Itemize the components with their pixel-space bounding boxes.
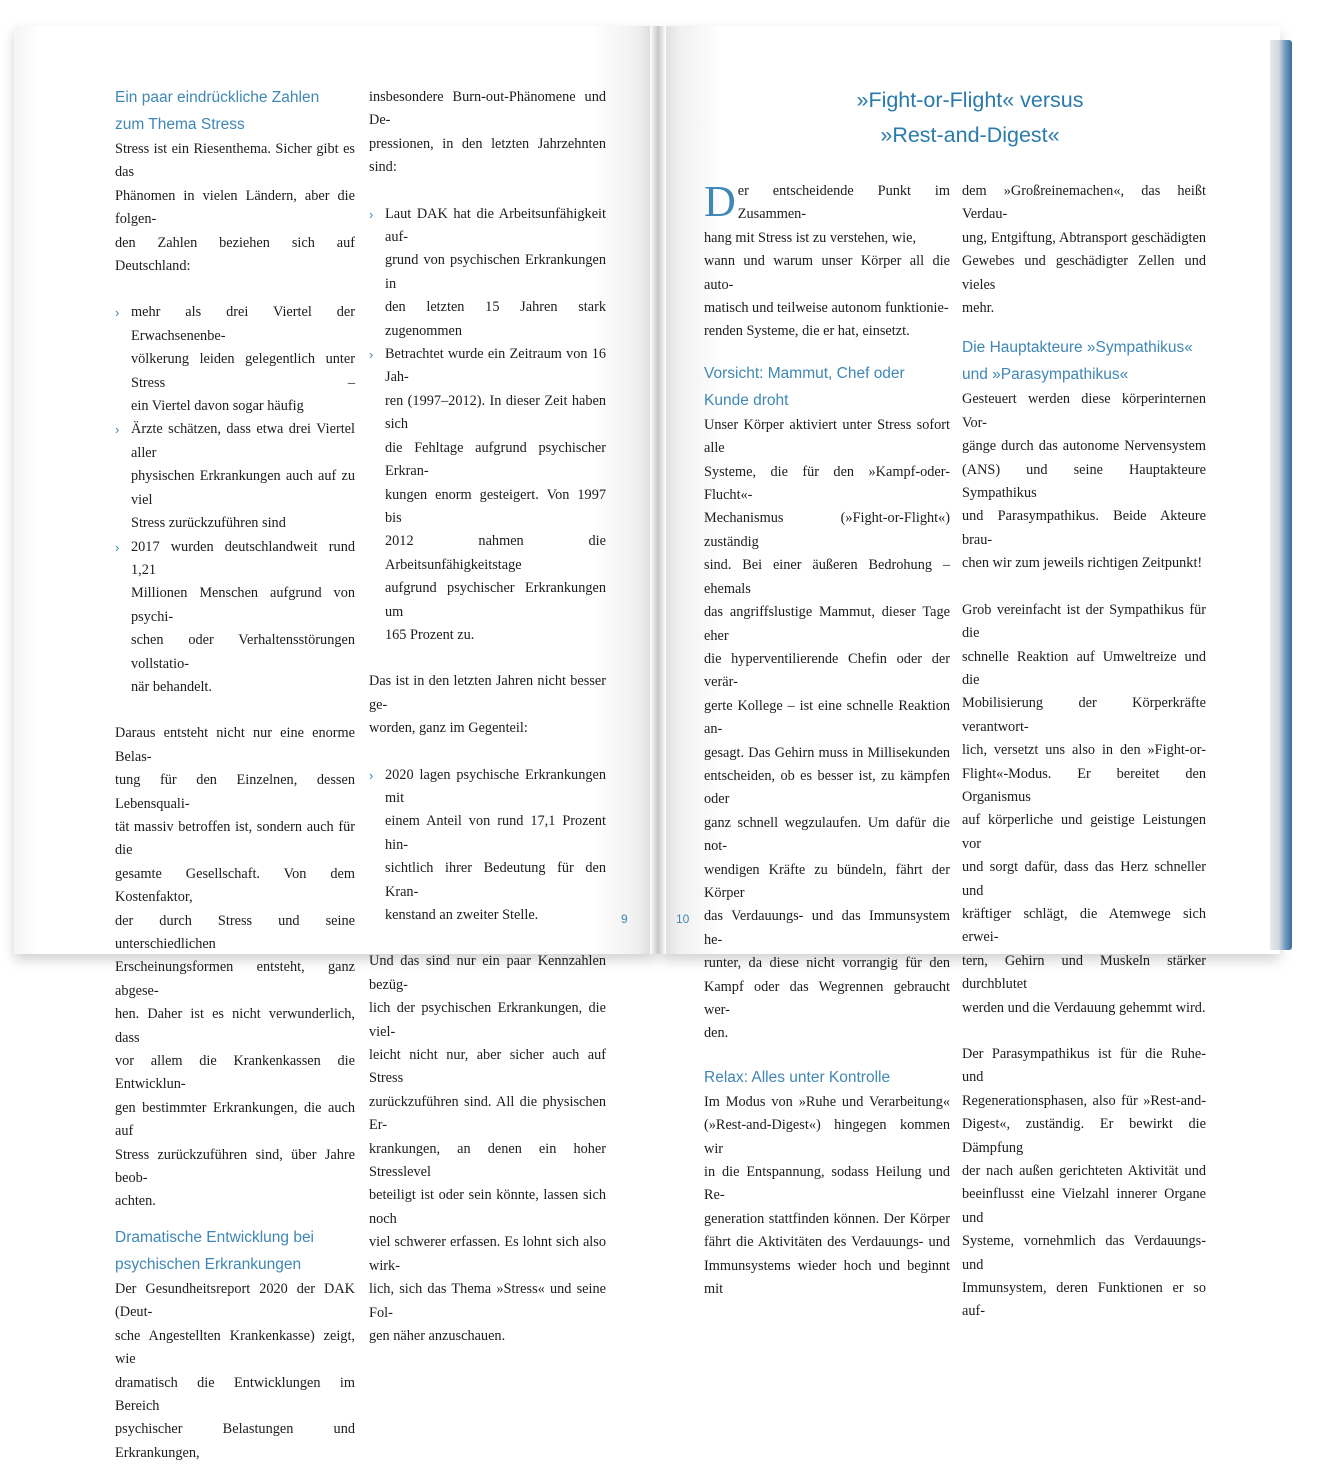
text-line: entscheiden, ob es besser ist, zu kämpfen oder xyxy=(704,767,950,808)
heading-zahlen xyxy=(115,84,355,138)
right-column-1 xyxy=(704,177,950,1301)
text-line: den letzten 15 Jahren stark zugenommen xyxy=(385,299,606,339)
text-line: gen bestimmter Erkrankungen, die auch auf xyxy=(115,1099,355,1140)
book-gutter xyxy=(650,26,666,954)
intro-paragraph-dropcap xyxy=(704,177,950,344)
text-line: kungen enorm gesteigert. Von 1997 bis xyxy=(385,486,606,526)
text-line: werden und die Verdauung gehemmt wird. xyxy=(962,999,1206,1016)
paragraph-sympathikus xyxy=(962,599,1206,1020)
text-line: gerte Kollege – ist eine schnelle Reaktion an- xyxy=(704,697,950,738)
text-line: worden, ganz im Gegenteil: xyxy=(369,720,528,737)
text-line: Gesteuert werden diese körperinternen Vor- xyxy=(962,391,1206,431)
text-line: Das ist in den letzten Jahren nicht besser ge- xyxy=(369,673,606,713)
text-line: psychischen Erkrankungen xyxy=(115,1255,302,1273)
list-item xyxy=(369,764,606,928)
text-line: hang mit Stress ist zu verstehen, wie, xyxy=(704,229,917,246)
2020-bullet-list xyxy=(369,764,606,928)
text-line: lich, versetzt uns also in den »Fight-or- xyxy=(962,742,1206,759)
text-line: achten. xyxy=(115,1193,156,1210)
text-line: »Fight-or-Flight« versus xyxy=(856,88,1084,112)
page-edge xyxy=(1270,40,1292,950)
dak-bullet-list xyxy=(369,203,606,648)
text-line: beteiligt ist oder sein könnte, lassen sich noch xyxy=(369,1187,606,1227)
list-item xyxy=(115,418,355,535)
text-line: wendigen Kräfte zu bündeln, fährt der Körper xyxy=(704,861,950,901)
text-line: dramatisch die Entwicklungen im Bereich xyxy=(115,1374,355,1414)
paragraph-parasympathikus xyxy=(962,1043,1206,1324)
paragraph-rest-and-digest xyxy=(704,1091,950,1302)
text-line: runter, da diese nicht vorrangig für den xyxy=(704,955,950,972)
text-line: Flight«-Modus. Er bereitet den Organismus xyxy=(962,765,1206,805)
bullet-icon: › xyxy=(369,767,374,783)
text-line: Unser Körper aktiviert unter Stress sofort alle xyxy=(704,416,950,457)
text-line: pressionen, in den letzten Jahrzehnten sind: xyxy=(369,135,606,176)
text-line: krankungen, an denen ein hoher Stresslevel xyxy=(369,1140,606,1181)
stress-bullet-list xyxy=(115,301,355,699)
text-line: insbesondere Burn-out-Phänomene und De- xyxy=(369,89,606,129)
text-line: die hyperventilierende Chefin oder der verär- xyxy=(704,650,950,691)
text-line: mehr. xyxy=(962,300,995,317)
text-line: Kampf oder das Wegrennen gebraucht wer- xyxy=(704,978,950,1018)
text-line: sche Angestellten Krankenkasse) zeigt, wie xyxy=(115,1327,355,1368)
text-line: Immunsystems wieder hoch und beginnt mit xyxy=(704,1257,950,1298)
text-line: den. xyxy=(704,1025,729,1042)
text-line: Dramatische Entwicklung bei xyxy=(115,1228,315,1246)
text-line: generation stattfinden können. Der Körper xyxy=(704,1210,950,1227)
text-line: ung, Entgiftung, Abtransport geschädigten xyxy=(962,229,1206,246)
left-column-2 xyxy=(369,86,606,1348)
text-line: Im Modus von »Ruhe und Verarbeitung« xyxy=(704,1093,950,1110)
text-line: tern, Gehirn und Muskeln stärker durchblutet xyxy=(962,952,1206,993)
text-line: Phänomen in vielen Ländern, aber die folgen- xyxy=(115,187,355,228)
text-line: Daraus entsteht nicht nur eine enorme Belas- xyxy=(115,725,355,765)
text-line: das angriffslustige Mammut, dieser Tage eher xyxy=(704,604,950,644)
page-number-left: 9 xyxy=(621,912,628,926)
text-line: auf körperliche und geistige Leistungen vor xyxy=(962,812,1206,852)
bullet-icon: › xyxy=(115,539,120,555)
text-line: Laut DAK hat die Arbeitsunfähigkeit auf- xyxy=(385,205,606,246)
text-line: den Zahlen beziehen sich auf Deutschland: xyxy=(115,234,355,275)
text-line: fährt die Aktivitäten des Verdauungs- und xyxy=(704,1234,950,1251)
text-line: und Parasympathikus. Beide Akteure brau- xyxy=(962,508,1206,548)
text-line: physischen Erkrankungen auch auf zu viel xyxy=(131,468,355,508)
text-line: zurückzuführen sind. All die physischen Er- xyxy=(369,1093,606,1134)
paragraph-kennzahlen xyxy=(369,950,606,1348)
text-line: gesamte Gesellschaft. Von dem Kostenfaktor, xyxy=(115,865,355,906)
text-line: lich, sich das Thema »Stress« und seine Fol- xyxy=(369,1281,606,1321)
text-line: Millionen Menschen aufgrund von psychi- xyxy=(131,585,355,625)
text-line: ganz schnell wegzulaufen. Um dafür die not- xyxy=(704,814,950,855)
text-line: er entscheidende Punkt im Zusammen- xyxy=(737,183,950,223)
text-line: Die Hauptakteure »Sympathikus« xyxy=(962,339,1193,357)
text-line: sichtlich ihrer Bedeutung für den Kran- xyxy=(385,860,606,900)
text-line: Immunsystem, deren Funktionen er so auf- xyxy=(962,1280,1206,1320)
text-line: (»Rest-and-Digest«) hingegen kommen wir xyxy=(704,1117,950,1157)
text-line: tung für den Einzelnen, dessen Lebensquali- xyxy=(115,772,355,812)
text-line: Ein paar eindrückliche Zahlen xyxy=(115,89,320,106)
text-line: vor allem die Krankenkassen die Entwicklun- xyxy=(115,1053,355,1093)
text-line: dem »Großreinemachen«, das heißt Verdau- xyxy=(962,183,1206,223)
text-line: gesagt. Das Gehirn muss in Millisekunden xyxy=(704,744,950,761)
text-line: völkerung leiden gelegentlich unter Stress – xyxy=(131,351,355,391)
chapter-title xyxy=(770,83,1170,153)
text-line: hen. Daher ist es nicht verwunderlich, dass xyxy=(115,1006,355,1046)
paragraph-kampf-oder-flucht xyxy=(704,414,950,1046)
text-line: Der Parasympathikus ist für die Ruhe- und xyxy=(962,1046,1206,1086)
text-line: Grob vereinfacht ist der Sympathikus für die xyxy=(962,601,1206,642)
bullet-icon: › xyxy=(115,422,120,438)
text-line: Regenerationsphasen, also für »Rest-and- xyxy=(962,1092,1206,1109)
text-line: gen näher anzuschauen. xyxy=(369,1327,506,1344)
text-line: 2017 wurden deutschlandweit rund 1,21 xyxy=(131,538,355,578)
heading-hauptakteure xyxy=(962,334,1206,388)
text-line: 2012 nahmen die Arbeitsunfähigkeitstage xyxy=(385,533,606,573)
text-line: lich der psychischen Erkrankungen, die viel- xyxy=(369,1000,606,1040)
heading-vorsicht-mammut xyxy=(704,360,950,414)
text-line: Mechanismus (»Fight-or-Flight«) zuständig xyxy=(704,510,950,550)
text-line: Stress zurückzuführen sind xyxy=(131,515,286,532)
text-line: Stress zurückzuführen sind, über Jahre beob- xyxy=(115,1146,355,1187)
text-line: Digest«, zuständig. Er bewirkt die Dämpfung xyxy=(962,1116,1206,1156)
text-line: wann und warum unser Körper all die auto- xyxy=(704,253,950,293)
right-column-2 xyxy=(962,180,1206,1324)
text-line: der nach außen gerichteten Aktivität und xyxy=(962,1163,1206,1180)
text-line: einem Anteil von rund 17,1 Prozent hin- xyxy=(385,813,606,853)
bullet-icon: › xyxy=(115,305,120,321)
text-line: grund von psychischen Erkrankungen in xyxy=(385,252,606,292)
paragraph-ans xyxy=(962,388,1206,575)
text-line: leicht nicht nur, aber sicher auch auf Stress xyxy=(369,1047,606,1087)
text-line: Kunde droht xyxy=(704,391,789,409)
text-line: die Fehltage aufgrund psychischer Erkran- xyxy=(385,439,606,480)
text-line: kenstand an zweiter Stelle. xyxy=(385,907,539,923)
text-line: matisch und teilweise autonom funktionie- xyxy=(704,300,949,317)
list-item xyxy=(115,536,355,700)
text-line: när behandelt. xyxy=(131,678,212,695)
paragraph-belastung xyxy=(115,722,355,1214)
text-line: Systeme, vornehmlich das Verdauungs- und xyxy=(962,1233,1206,1273)
text-line: Betrachtet wurde ein Zeitraum von 16 Jah- xyxy=(385,346,606,386)
text-line: das Verdauungs- und das Immunsystem he- xyxy=(704,908,950,948)
text-line: Systeme, die für den »Kampf-oder-Flucht«- xyxy=(704,463,950,504)
text-line: Stress ist ein Riesenthema. Sicher gibt es das xyxy=(115,141,355,181)
text-line: psychischer Belastungen und Erkrankungen, xyxy=(115,1421,355,1461)
text-line: der durch Stress und seine unterschiedlichen xyxy=(115,912,355,952)
text-line: renden Systeme, die er hat, einsetzt. xyxy=(704,323,910,340)
text-line: Erscheinungsformen entsteht, ganz abgese- xyxy=(115,959,355,999)
text-line: Der Gesundheitsreport 2020 der DAK (Deut- xyxy=(115,1280,355,1321)
text-line: und sorgt dafür, dass das Herz schneller und xyxy=(962,859,1206,899)
text-line: beeinflusst eine Vielzahl innerer Organe und xyxy=(962,1186,1206,1226)
text-line: (ANS) und seine Hauptakteure Sympathikus xyxy=(962,461,1206,502)
intro-paragraph xyxy=(115,138,355,278)
bullet-icon: › xyxy=(369,347,374,363)
text-line: in die Entspannung, sodass Heilung und Re- xyxy=(704,1164,950,1204)
text-line: mehr als drei Viertel der Erwachsenenbe- xyxy=(131,304,355,344)
heading-relax xyxy=(704,1064,950,1091)
text-line: Und das sind nur ein paar Kennzahlen bezüg- xyxy=(369,953,606,993)
text-line: Gewebes und geschädigter Zellen und vieles xyxy=(962,253,1206,293)
text-line: Vorsicht: Mammut, Chef oder xyxy=(704,364,905,382)
list-item xyxy=(369,343,606,647)
paragraph-nicht-besser xyxy=(369,670,606,740)
text-line: viel schwerer erfassen. Es lohnt sich also wirk- xyxy=(369,1234,606,1274)
drop-cap: D xyxy=(704,177,736,226)
text-line: zum Thema Stress xyxy=(115,116,245,133)
heading-dramatische-entwicklung xyxy=(115,1224,355,1278)
text-line: Ärzte schätzen, dass etwa drei Viertel aller xyxy=(131,421,355,461)
text-line: gänge durch das autonome Nervensystem xyxy=(962,438,1206,455)
paragraph-grossreinemachen xyxy=(962,180,1206,320)
text-line: »Rest-and-Digest« xyxy=(880,123,1060,147)
text-line: Mobilisierung der Körperkräfte verantwort- xyxy=(962,695,1206,735)
text-line: aufgrund psychischer Erkrankungen um xyxy=(385,580,606,620)
paragraph-gesundheitsreport xyxy=(115,1278,355,1465)
left-column-1 xyxy=(115,84,355,1465)
list-item xyxy=(369,203,606,343)
text-line: Relax: Alles unter Kontrolle xyxy=(704,1068,891,1086)
text-line: sind. Bei einer äußeren Bedrohung – ehemals xyxy=(704,557,950,597)
text-line: tät massiv betroffen ist, sondern auch für die xyxy=(115,818,355,859)
paragraph-burnout xyxy=(369,86,606,180)
text-line: schnelle Reaktion auf Umweltreize und die xyxy=(962,648,1206,688)
text-line: ein Viertel davon sogar häufig xyxy=(131,398,304,415)
bullet-icon: › xyxy=(369,206,374,222)
text-line: kräftiger schlägt, die Atemwege sich erwei- xyxy=(962,905,1206,946)
text-line: und »Parasympathikus« xyxy=(962,366,1129,384)
text-line: ren (1997–2012). In dieser Zeit haben sich xyxy=(385,392,606,433)
page-number-right: 10 xyxy=(676,912,690,926)
text-line: schen oder Verhaltensstörungen vollstatio- xyxy=(131,632,355,672)
text-line: 2020 lagen psychische Erkrankungen mit xyxy=(385,766,606,806)
text-line: chen wir zum jeweils richtigen Zeitpunkt! xyxy=(962,555,1203,572)
list-item xyxy=(115,301,355,418)
text-line: 165 Prozent zu. xyxy=(385,626,475,643)
